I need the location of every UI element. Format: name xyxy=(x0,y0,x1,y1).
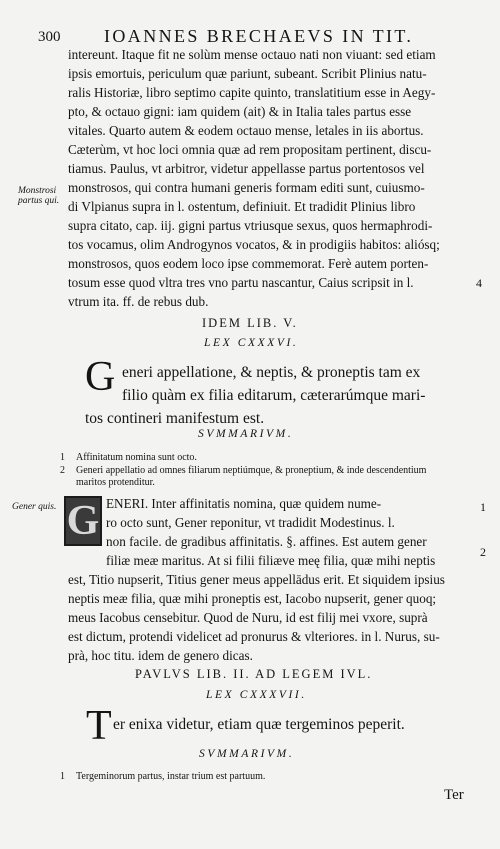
decorated-initial xyxy=(64,496,102,546)
summarium-number: 1 xyxy=(60,452,65,463)
summarium-number: 1 xyxy=(60,771,65,782)
body-line: ralis Historiæ, libro septimo capite quinto, translatitium esse in Aegy- xyxy=(68,85,436,100)
body-line: ipsis emortuis, periculum quæ pariunt, subeant. Scribit Plinius natu- xyxy=(68,66,427,81)
lex-text-line: er enixa videtur, etiam quæ tergeminos peperit. xyxy=(113,716,405,733)
body-line: prà, hoc titu. idem de genero dicas. xyxy=(68,648,253,663)
lex-number: LEX CXXXVII. xyxy=(206,689,307,701)
body-line: ro octo sunt, Gener reponitur, vt tradidit Modestinus. l. xyxy=(106,515,395,530)
page-number: 300 xyxy=(38,29,61,45)
lex-text-line: filio quàm ex filia editarum, cæterarúmque mari- xyxy=(122,387,426,404)
lex-text-line: tos contineri manifestum est. xyxy=(85,410,265,427)
body-line: monstrosos, quos eodem loco ipse commemorat. Ferè autem porten- xyxy=(68,256,429,271)
summarium-title: SVMMARIVM. xyxy=(198,428,294,440)
decorated-initial-letter: G xyxy=(66,498,100,544)
body-line: tos vocamus, olim Androgynos vocatos, & in prodigiis habitos: aliósq; xyxy=(68,237,440,252)
section-heading: IDEM LIB. V. xyxy=(202,316,298,330)
body-line: neptis meæ filia, quæ mihi proneptis est, Iacobo nupserit, gener quoq; xyxy=(68,591,437,606)
body-line: vtrum ita. ff. de rebus dub. xyxy=(68,294,209,309)
summarium-title: SVMMARIVM. xyxy=(199,748,295,760)
section-heading: PAVLVS LIB. II. AD LEGEM IVL. xyxy=(135,667,373,681)
margin-note-gener: Gener quis. xyxy=(12,502,57,512)
body-line: monstrosos, qui contra humani generis formam editi sunt, cuiusmo- xyxy=(68,180,425,195)
body-line: tosum esse quod vltra tres vno partu nascantur, Caius scripsit in l. xyxy=(68,275,414,290)
body-line: pto, & octauo gigni: iam quidem (ait) & in Italia tales partus esse xyxy=(68,104,412,119)
summarium-number: 2 xyxy=(60,465,65,476)
body-line: Cæterùm, vt hoc loci omnia quæ ad rem propositam pertinent, discu- xyxy=(68,142,432,157)
body-line: est dictum, protendi videlicet ad pronurus & vlteriores. in l. Nurus, su- xyxy=(68,629,440,644)
body-line: supra citato, cap. iij. gigni partus vtriusque sexus, quos hermaphrodi- xyxy=(68,218,433,233)
body-line: vitales. Quarto autem & eodem octauo mense, letales in iis abortus. xyxy=(68,123,424,138)
body-line: est, Titio nupserit, Titius gener meus appellādus erit. Et siquidem ipsius xyxy=(68,572,445,587)
summarium-item: Tergeminorum partus, instar trium est partuum. xyxy=(76,771,266,782)
body-line: meus Iacobus censebitur. Quod de Nuru, id est filij mei vxore, suprà xyxy=(68,610,428,625)
lex-text-line: eneri appellatione, & neptis, & proneptis tam ex xyxy=(122,364,421,381)
summarium-item: Generi appellatio ad omnes filiarum neptiúmque, & proneptium, & inde descendentium xyxy=(76,465,427,476)
side-number: 4 xyxy=(476,276,482,290)
catch-word: Ter xyxy=(444,787,464,803)
body-line: filiæ meæ maritus. At si filii filiæve meę filia, quæ mihi neptis xyxy=(106,553,436,568)
body-line: di Vlpianus supra in l. ostentum, definiuit. Et tradidit Plinius libro xyxy=(68,199,416,214)
margin-note-monstrosi: Monstrosi partus qui. xyxy=(18,186,60,206)
summarium-item: maritos protenditur. xyxy=(76,477,155,488)
body-line: tiamus. Paulus, vt arbitror, videtur appellasse partus portentosos vel xyxy=(68,161,425,176)
body-line: intereunt. Itaque fit ne solùm mense octauo nati non viuant: sed etiam xyxy=(68,47,436,62)
side-number: 1 xyxy=(480,500,486,514)
initial-letter: T xyxy=(86,703,112,749)
lex-number: LEX CXXXVI. xyxy=(204,337,299,349)
side-number: 2 xyxy=(480,545,486,559)
running-head: IOANNES BRECHAEVS IN TIT. xyxy=(104,26,414,46)
summarium-item: Affinitatum nomina sunt octo. xyxy=(76,452,197,463)
initial-letter: G xyxy=(85,354,116,400)
body-line: non facile. de gradibus affinitatis. §. affines. Est autem gener xyxy=(106,534,427,549)
body-line: ENERI. Inter affinitatis nomina, quæ quidem nume- xyxy=(106,496,382,511)
